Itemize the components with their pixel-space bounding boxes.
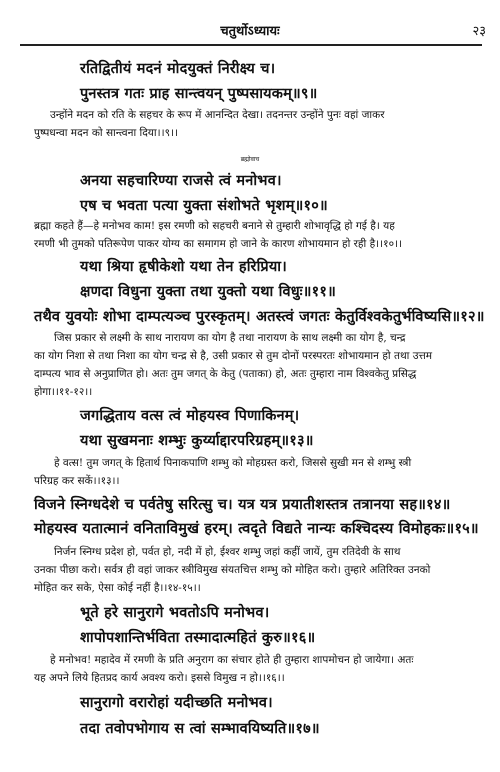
translation-line: परिग्रह कर सकें।।१३।।: [34, 475, 120, 487]
translation-line: यह अपने लिये हितप्रद कार्य अवश्य करो। इससे विमुख न हो।।१६।।: [34, 672, 285, 684]
translation-line: पुष्पधन्वा मदन को सान्त्वना दिया।।९।।: [34, 127, 178, 139]
verse-line: विजने स्निग्धदेशे च पर्वतेषु सरित्सु च। यत्र यत्र प्रयातीशस्तत्र तत्रानया सह॥१४॥: [34, 496, 451, 513]
verse-line: एष च भवता पत्या युक्ता संशोभते भृशम्॥१०॥: [80, 197, 328, 214]
verse-line: यथा श्रिया हृषीकेशो यथा तेन हरिप्रिया।: [80, 258, 287, 275]
verse-line: अनया सहचारिण्या राजसे त्वं मनोभव।: [80, 172, 282, 189]
verse-line: जगद्धिताय वत्स त्वं मोहयस्व पिणाकिनम्।: [80, 407, 300, 424]
verse-line: पुनस्तत्र गतः प्राह सान्त्वयन् पुष्पसायकम्॥९॥: [80, 85, 318, 102]
translation-line: होगा।।११-१२।।: [34, 386, 93, 398]
chapter-title: चतुर्थोऽध्यायः: [220, 24, 280, 39]
translation-line: दाम्पत्य भाव से अनुप्राणित हो। अतः तुम जगत् के केतु (पताका) हो, अतः तुम्हारा नाम विश्वकेतु प्रसिद्ध: [34, 368, 417, 380]
verse-line: रतिद्वितीयं मदनं मोदयुक्तं निरीक्ष्य च।: [80, 60, 276, 77]
translation-line: का योग निशा से तथा निशा का योग चन्द्र से है, उसी प्रकार से तुम दोनों परस्परतः शोभायमान हो तथा उत्तम: [34, 350, 432, 362]
verse-line: शापोपशान्तिर्भविता तस्मादात्महितं कुरु॥१६॥: [80, 629, 316, 646]
translation-line: हे वत्स! तुम जगत् के हितार्थ पिनाकपाणि शम्भु को मोहग्रस्त करो, जिससे सुखी मन से शम्भु स्त्री: [54, 457, 412, 469]
translation-line: उन्होंने मदन को रति के सहचर के रूप में आनन्दित देखा। तदनन्तर उन्होंने पुनः वहां जाकर: [50, 109, 385, 121]
translation-line: निर्जन स्निग्ध प्रदेश हो, पर्वत हो, नदी में हो, ईश्वर शम्भु जहां कहीं जायें, तुम रतिदेवी के साथ: [54, 546, 401, 558]
translation-line: हे मनोभव! महादेव में रमणी के प्रति अनुराग का संचार होते ही तुम्हारा शापमोचन हो जायेगा। अतः: [50, 654, 414, 666]
translation-line: ब्रह्मा कहते हैं—हे मनोभव काम! इस रमणी को सहचरी बनाने से तुम्हारी शोभावृद्धि हो गई है। यह: [34, 220, 395, 232]
verse-line: क्षणदा विधुना युक्ता तथा युक्तो यथा विधुः॥११॥: [80, 283, 336, 300]
page-header: [0, 22, 500, 42]
page-number: २३: [472, 24, 486, 39]
verse-line: सानुरागो वरारोहां यदीच्छति मनोभव।: [80, 694, 273, 711]
translation-line: मोहित कर सके, ऐसा कोई नहीं है।।१४-१५।।: [34, 582, 201, 594]
translation-line: उनका पीछा करो। सर्वत्र ही वहां जाकर स्त्रीविमुख संयतचित्त शम्भु को मोहित करो। तुम्हारे अतिरिक्त उनको: [34, 564, 431, 576]
verse-line: भूते हरे सानुरागे भवतोऽपि मनोभव।: [80, 604, 270, 621]
speaker-heading: ब्रह्मोवाच: [240, 156, 260, 163]
verse-line: तथैव युवयोः शोभा दाम्पत्यञ्च पुरस्कृतम्। अतस्त्वं जगतः केतुर्विश्वकेतुर्भविष्यसि॥१२॥: [34, 308, 485, 325]
translation-line: रमणी भी तुमको पतिरूपेण पाकर योग्य का समागम हो जाने के कारण शोभायमान हो रही है।।१०।।: [34, 238, 402, 250]
verse-line: तदा तवोपभोगाय स त्वां सम्भावयिष्यति॥१७॥: [80, 720, 320, 737]
translation-line: जिस प्रकार से लक्ष्मी के साथ नारायण का योग है तथा नारायण के साथ लक्ष्मी का योग है, चन्द्र: [54, 332, 406, 344]
verse-line: यथा सुखमनाः शम्भुः कुर्य्याद्दारपरिग्रहम्॥१३॥: [80, 432, 314, 449]
header-rule: [20, 44, 482, 46]
verse-line: मोहयस्व यतात्मानं वनिताविमुखं हरम्। त्वदृते विद्यते नान्यः कश्चिदस्य विमोहकः॥१५॥: [34, 520, 479, 537]
